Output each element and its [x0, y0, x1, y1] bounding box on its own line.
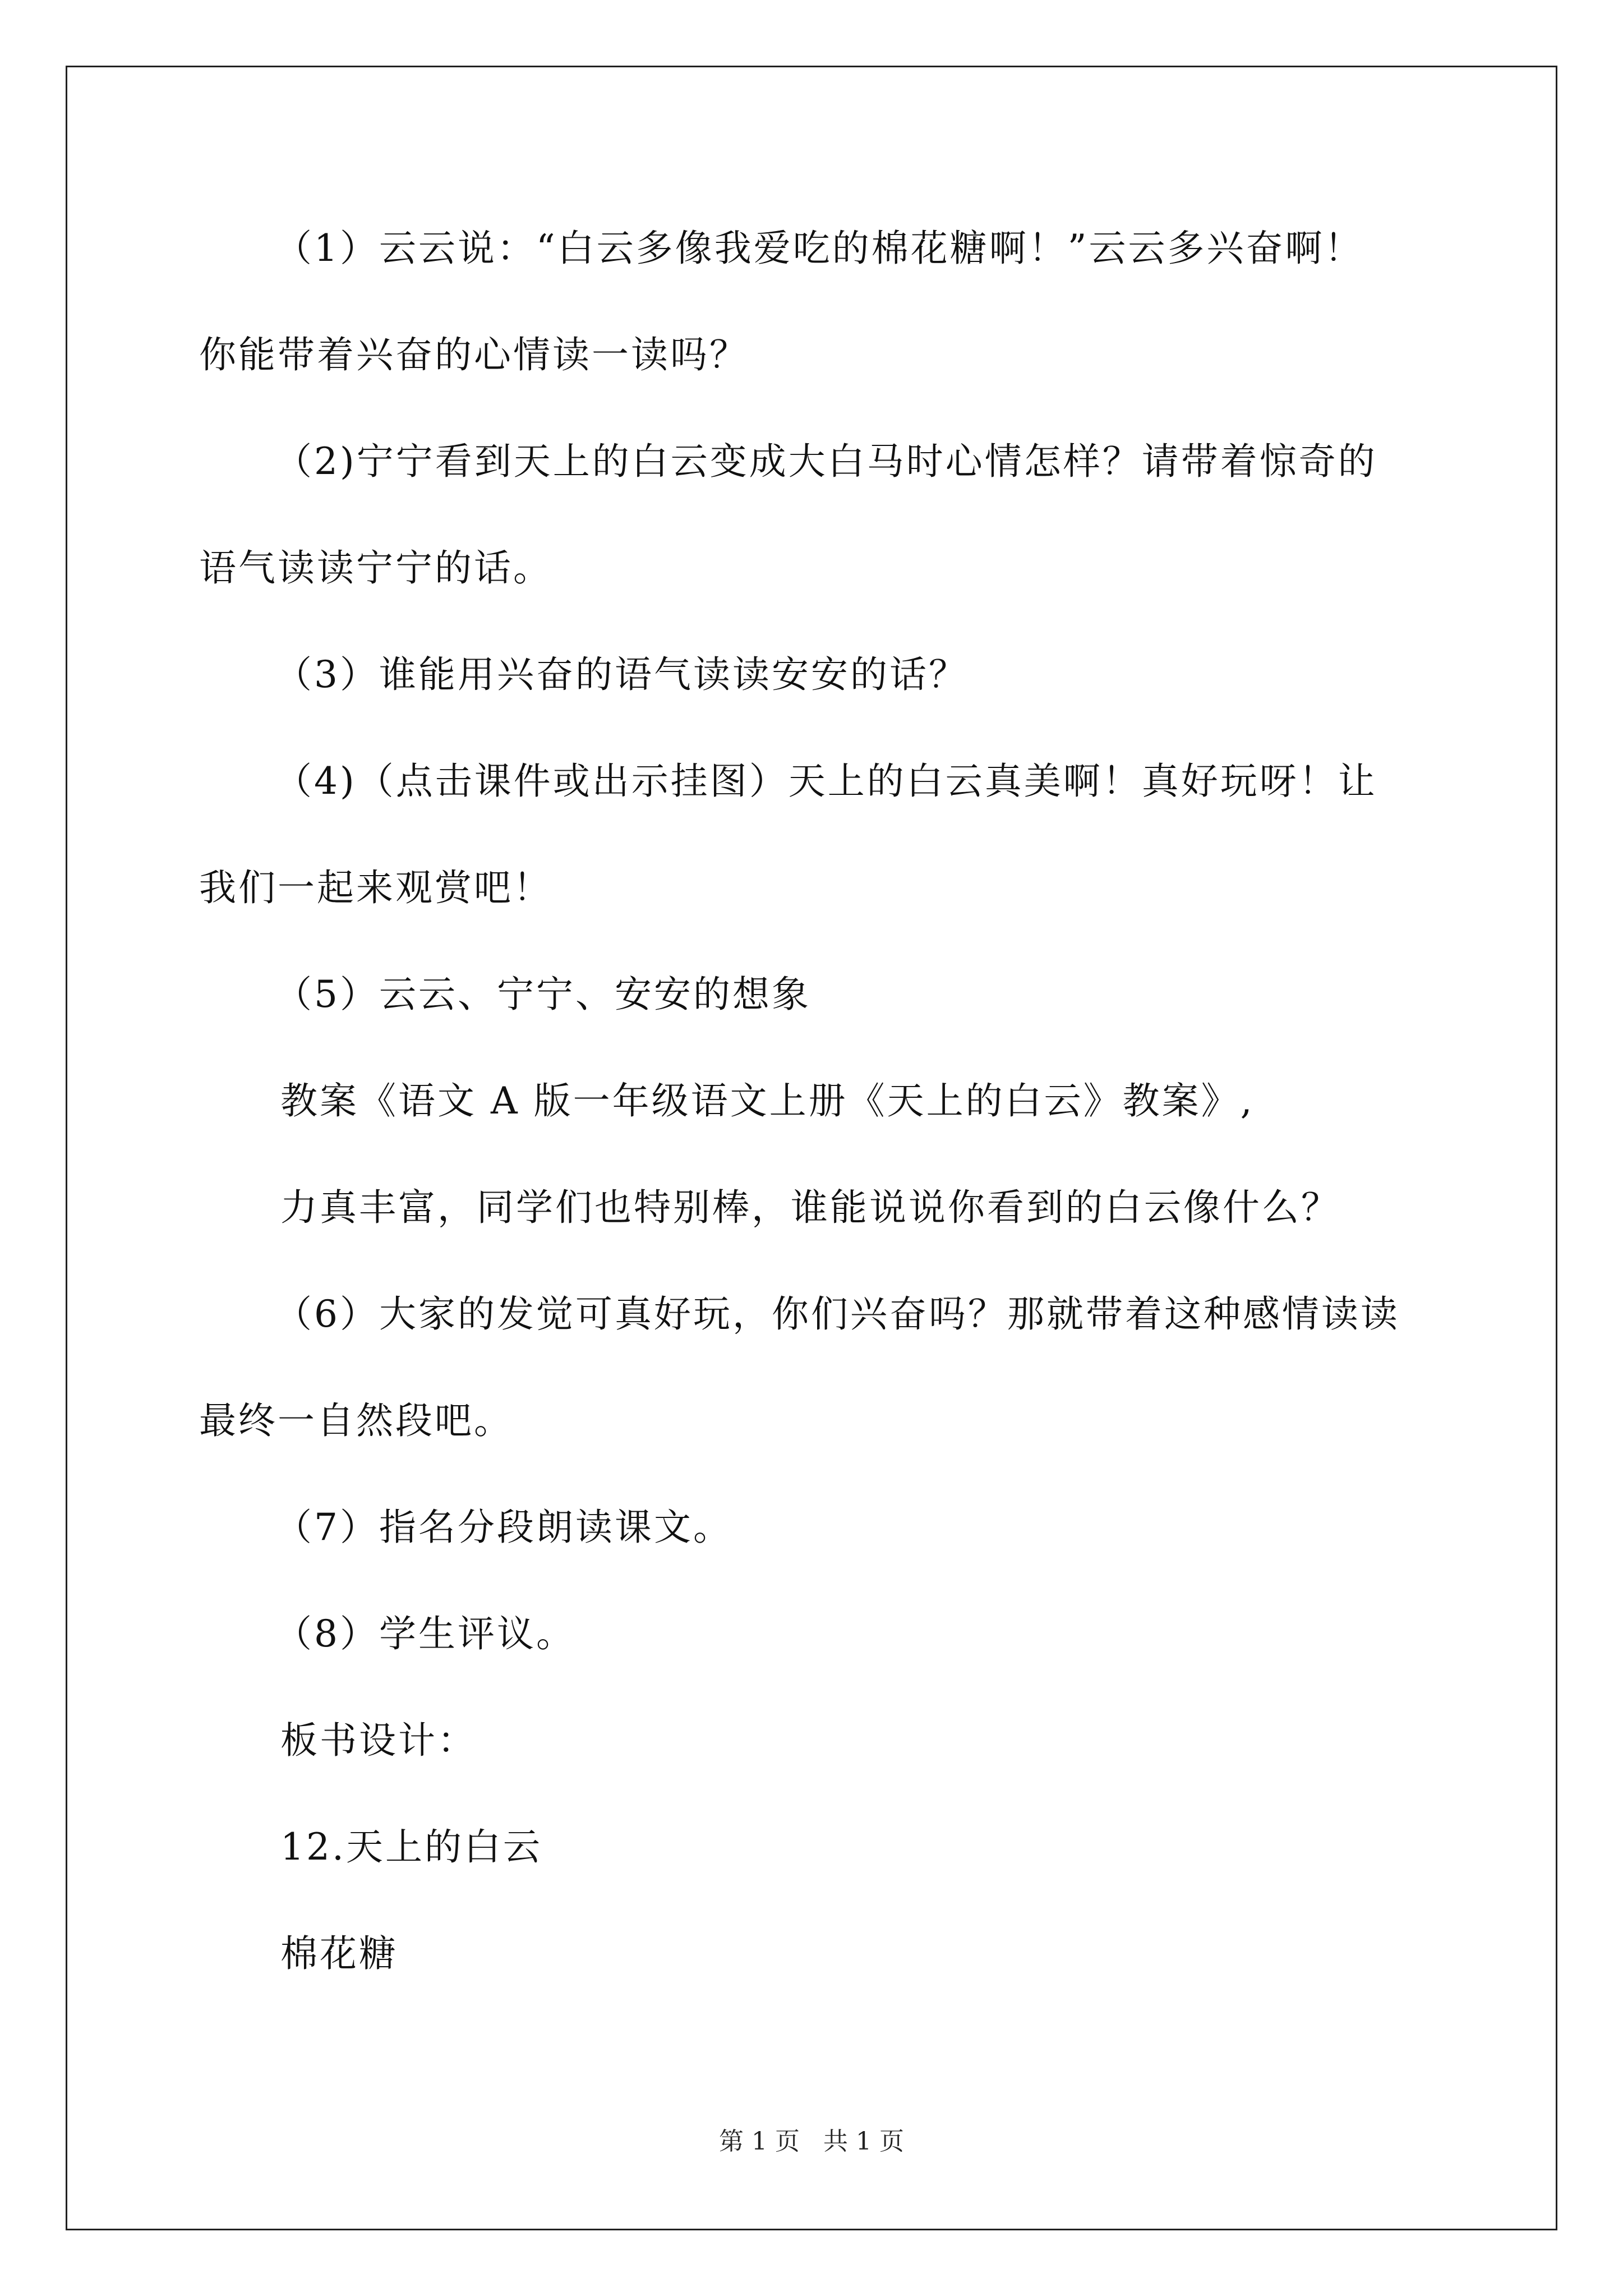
paragraph-6-line-2: 最终一自然段吧。 — [199, 1399, 513, 1442]
page-border — [66, 66, 1557, 2230]
board-design-title: 12.天上的白云 — [280, 1825, 542, 1869]
paragraph-2-line-2: 语气读读宁宁的话。 — [199, 546, 552, 590]
paragraph-6-line-1: （6）大家的发觉可真好玩，你们兴奋吗？那就带着这种感情读读 — [275, 1292, 1400, 1336]
paragraph-5: （5）云云、宁宁、安安的想象 — [275, 973, 811, 1016]
board-design-item: 棉花糖 — [280, 1932, 398, 1975]
paragraph-8: （8）学生评议。 — [275, 1612, 575, 1655]
paragraph-1-line-2: 你能带着兴奋的心情读一读吗？ — [199, 333, 749, 376]
paragraph-2-line-1: （2)宁宁看到天上的白云变成大白马时心情怎样？请带着惊奇的 — [275, 440, 1377, 483]
paragraph-imagination: 力真丰富，同学们也特别棒，谁能说说你看到的白云像什么？ — [280, 1186, 1340, 1229]
paragraph-1-line-1: （1）云云说：“白云多像我爱吃的棉花糖啊！”云云多兴奋啊！ — [275, 227, 1364, 270]
paragraph-7: （7）指名分段朗读课文。 — [275, 1506, 732, 1549]
board-design-heading: 板书设计： — [280, 1719, 477, 1762]
paragraph-4-line-2: 我们一起来观赏吧！ — [199, 866, 552, 909]
paragraph-lesson-title: 教案《语文 A 版一年级语文上册《天上的白云》教案》, — [280, 1079, 1255, 1122]
paragraph-4-line-1: （4)（点击课件或出示挂图）天上的白云真美啊！真好玩呀！让 — [275, 760, 1377, 803]
page-number-footer: 第 1 页 共 1 页 — [719, 2127, 904, 2156]
paragraph-3: （3）谁能用兴奋的语气读读安安的话？ — [275, 653, 968, 696]
